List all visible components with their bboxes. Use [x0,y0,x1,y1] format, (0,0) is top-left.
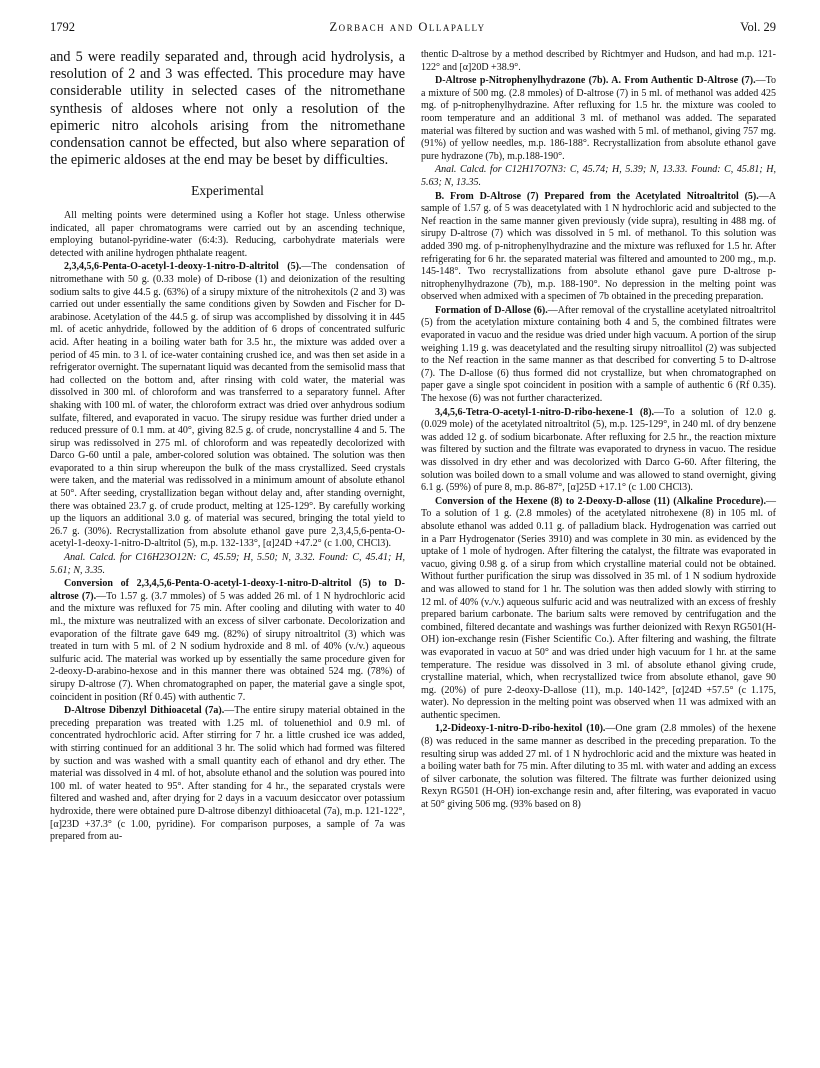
paragraph-body: —A sample of 1.57 g. of 5 was deacetylated with 1 N hydrochloric acid and subjected to the Nef reaction in the same manner given previously (vide supra), resulting in 488 mg. of sirupy D-altrose (7) which was dissolved in 5 ml. of methanol. To this solution was added 390 mg. of p-nitrophenylhydrazine and the mixture was refluxed for 1.5 hr. After refrigerating for 6 hr. the separated material was filtered and amounted to 200 mg., m.p. 145-148°. Two recrystallizations from absolute ethanol gave pure D-altrose p-nitrophenylhydrazone (7b), m.p. 188-190°. No depression in the melting point was observed when admixed with a specimen of 7b obtained in the preceding preparation. [421,190,776,303]
paragraph-body: —To a solution of 1 g. (2.8 mmoles) of the acetylated nitrohexene (8) in 105 ml. of absolute ethanol was added 0.11 g. of palladium black. Hydrogenation was carried out in a Parr Hydrogenator (Series 3910) and was complete in 30 min. as evidenced by the uptake of 1 mole of hydrogen. After filtering the catalyst, the filtrate was evaporated in vacuo, giving 0.98 g. of a sirup from which crystalline material could not be obtained. Without further purification the sirup was dissolved in 35 ml. of 1 N sodium hydroxide and was allowed to stand for 1 hr. The solution was then added slowly with stirring to 12 ml. of 40% (v./v.) aqueous sulfuric acid and was neutralized with an excess of freshly prepared barium carbonate. The barium salts were removed by centrifugation and the combined, filtered decantate and washings was further deionized with Rexyn RG501(H-OH) ion-exchange resin (Fisher Scientific Co.). After filtering and washing, the filtrate was evaporated in vacuo at 50° and was dried under high vacuum for 1 hr. at the same temperature. The residue was dissolved in 3 ml. of absolute ethanol giving crude, crystalline material, which, when recrystallized twice from absolute ethanol, gave 90 mg. (20%) of pure 2-deoxy-D-allose (11), m.p. 140-142°, [α]24D +57.5° (c 1.175, water). No depression in the melting point was observed when 11 was admixed with an authentic specimen. [421,495,776,721]
paragraph-hydrazone-b [421,191,776,304]
paragraph-body: —To a solution of 12.0 g. (0.029 mole) of the acetylated nitroaltritol (5), m.p. 125-129°, in 240 ml. of dry benzene was added 12 g. of sodium bicarbonate. After refluxing for 2.5 hr., the reaction mixture was filtered by suction and the filtrate was evaporated to dryness in vacuo. The residue was dissolved in dry ether and was decolorized with Darco G-60. After filtering, the solution was boiled down to a small volume and was allowed to stand overnight, giving 6.1 g. (59%) of pure 8, m.p. 86-87°, [α]25D +17.1° (c 1.00 CHCl3). [421,406,776,494]
run-in-heading: Conversion of 2,3,4,5,6-Penta-O-acetyl-1-deoxy-1-nitro-D-altritol (5) to D-altrose (7). [50,578,405,602]
paragraph-dithioacetal [50,705,405,844]
two-column-body [50,49,776,845]
paragraph-dideoxy-hexitol [421,723,776,811]
paragraph-allose [421,305,776,406]
page-number: 1792 [50,20,75,34]
right-column [421,49,776,845]
paragraph-penta-acetyl [50,261,405,551]
run-in-heading: D-Altrose p-Nitrophenylhydrazone (7b). A. From Authentic D-Altrose (7). [435,75,756,87]
run-in-heading: 3,4,5,6-Tetra-O-acetyl-1-nitro-D-ribo-hexene-1 (8). [435,406,655,418]
run-in-heading: D-Altrose Dibenzyl Dithioacetal (7a). [64,705,225,717]
running-head [50,20,776,35]
paragraph-continued: thentic D-altrose by a method described by Richtmyer and Hudson, and had m.p. 121-122° and [α]20D +38.9°. [421,49,776,73]
run-in-heading: 1,2-Dideoxy-1-nitro-D-ribo-hexitol (10). [435,723,606,735]
paragraph-hydrazone-a [421,75,776,163]
paragraph-body: —To a mixture of 500 mg. (2.8 mmoles) of D-altrose (7) in 5 ml. of methanol was added 425 mg. of p-nitrophenylhydrazine. After refluxing for 1.5 hr. the mixture was cooled to room temperature and an additional 3 ml. of methanol was added. The separated material was filtered by suction and was washed with 5 ml. of methanol, giving 757 mg. (91%) of yellow needles, m.p. 186-188°. Recrystallization from absolute ethanol gave pure hydrazone (7b), m.p.188-190°. [421,75,776,162]
analysis-line: Anal. Calcd. for C12H17O7N3: C, 45.74; H, 5.39; N, 13.33. Found: C, 45.81; H, 5.63; N, 13.35. [421,164,776,188]
left-column [50,49,405,845]
intro-paragraph: and 5 were readily separated and, through acid hydrolysis, a resolution of 2 and 3 was effected. This procedure may have considerable utility in selected cases of the nitromethane synthesis of aldoses where not only a resolution of the epimeric nitro alcohols arising from the nitromethane condensation cannot be effected, but also where separation of the epimeric aldoses at the end may be beset by difficulties. [50,49,405,169]
section-heading: Experimental [191,183,264,199]
run-in-heading: Formation of D-Allose (6). [435,304,548,316]
volume-label: Vol. 29 [740,20,776,34]
paragraph-body: —The condensation of nitromethane with 50 g. (0.33 mole) of D-ribose (1) and deionization of the resulting sodium salts to give 44.5 g. (63%) of a sirupy mixture of the nitrohexitols (2 and 3) was carried out under essentially the same conditions given by Sowden and Fischer for D-arabinose. Acetylation of the 44.5 g. of sirup was accomplished by dissolving it in 445 ml. of acetic anhydride, followed by the addition of 6 drops of concentrated sulfuric acid. After heating in a boiling water bath for 3.5 hr., the mixture was added over a period of 45 min. to 3 l. of ice-water containing crushed ice, and was then set aside in a refrigerator overnight. The supernatant liquid was decanted from the semisolid mass that had collected on the bottom and, after rinsing with cold water, the material was dissolved in 300 ml. of chloroform and was transferred to a separatory funnel. After shaking with 100 ml. of water, the chloroform extract was dried over anhydrous sodium sulfate, filtered, and evaporated in vacuo. The sirupy residue was further dried under a reduced pressure of 0.1 mm. at 40°, giving 82.5 g. of crude, noncrystalline 4 and 5. The sirup was redissolved in 275 ml. of chloroform and was repeatedly decolorized with Darco G-60 until a pale, amber-colored solution was obtained. The solution was then evaporated to a thin sirup whereupon the bulk of the mass crystallized. Seed crystals were taken, and the material was redissolved in a minimum amount of absolute ethanol at 50°. After seeding, crystallization began without delay and, after standing overnight, there was obtained 23.7 g. of crude product, melting at 125-129°. By carefully working up the liquors an additional 3.0 g. of material was secured, bringing the total yield to 26.7 g. (30%). Recrystallization from absolute ethanol gave pure 2,3,4,5,6-penta-O-acetyl-1-deoxy-1-nitro-D-altritol (5), m.p. 132-133°, [α]24D +47.2° (c 1.00, CHCl3). [50,261,406,550]
paragraph-body: —After removal of the crystalline acetylated nitroaltritol (5) from the acetylation mixture containing both 4 and 5, the combined filtrates were evaporated in vacuo and the residue was dried under high vacuum. A portion of the sirup weighing 1.19 g. was deacetylated and the resulting sirupy nitroallitol (2) was subjected to the Nef reaction in the same manner as that described for converting 5 to D-altrose (7). The D-allose (6) thus formed did not crystallize, but when chromatographed on paper gave a single spot coincident in position with a sample of authentic 6 (Rf 0.35). The hexose (6) was not further characterized. [421,304,776,405]
paragraph-body: —The entire sirupy material obtained in the preceding preparation was treated with 1.25 ml. of toluenethiol and 0.9 ml. of concentrated hydrochloric acid. After stirring for 7 hr. a little crushed ice was added, with stirring continued for an additional 3 hr. The solid which had formed was filtered by suction and was washed with a small quantity each of ethanol and dry ether. The material was dissolved in 4 ml. of hot, absolute ethanol and the solution was poured into 100 ml. of water heated to 95°. After standing for 4 hr., the separated crystals were filtered and washed and, after drying for 2 days in a vacuum desiccator over potassium hydroxide, there were obtained pure D-altrose dibenzyl dithioacetal (7a), m.p. 121-122°, [α]23D +37.3° (c 1.00, pyridine). For comparison purposes, a sample of 7a was prepared from au- [50,705,405,843]
paragraph-body: —One gram (2.8 mmoles) of the hexene (8) was reduced in the same manner as described in the preceding preparation. To the resulting sirup was added 27 ml. of 1 N hydrochloric acid and the mixture was heated in a boiling water bath for 75 min. After diluting to 35 ml. with water and adding an excess of silver carbonate, the solution was filtered. The filtrate was further deionized using Rexyn RG501 (H-OH) ion-exchange resin and, after filtering, was evaporated in vacuo at 50° giving 506 mg. (93% based on 8) [421,723,776,811]
run-in-heading: 2,3,4,5,6-Penta-O-acetyl-1-deoxy-1-nitro-D-altritol (5). [64,261,302,273]
paragraph-body: —To 1.57 g. (3.7 mmoles) of 5 was added 26 ml. of 1 N hydrochloric acid and the mixture was refluxed for 75 min. After cooling and diluting with water to 40 ml., the mixture was neutralized with an excess of silver carbonate. Decolorization and evaporation of the filtrate gave 649 mg. (82%) of sirupy nitroaltritol (3) which was treated in turn with 5 ml. of 2 N sodium hydroxide and 8 ml. of 40% (v./v.) aqueous sulfuric acid. The material was worked up by essentially the same procedure given for 2-deoxy-D-arabino-hexose and in this manner there was obtained 524 mg. (78%) of sirupy D-altrose (7). When chromatographed on paper, the material gave a single spot, coincident in position (Rf 0.45) with authentic 7. [50,590,405,703]
analysis-line: Anal. Calcd. for C16H23O12N: C, 45.59; H, 5.50; N, 3.32. Found: C, 45.41; H, 5.61; N, 3.35. [50,552,405,576]
run-in-heading: B. From D-Altrose (7) Prepared from the Acetylated Nitroaltritol (5). [435,190,759,202]
paragraph-conversion-altrose [50,578,405,704]
paragraph-hexene [421,407,776,495]
paragraph-general-methods: All melting points were determined using a Kofler hot stage. Unless otherwise indicated, all paper chromatograms were carried out by an ascending technique, employing butanol-pyridine-water (6:4:3). Reducing, carbohydrate materials were detected with aniline hydrogen phthalate reagent. [50,210,405,259]
run-in-heading: Conversion of the Hexene (8) to 2-Deoxy-D-allose (11) (Alkaline Procedure). [435,495,766,507]
paragraph-deoxy-allose [421,496,776,723]
running-authors: Zorbach and Ollapally [329,20,486,34]
